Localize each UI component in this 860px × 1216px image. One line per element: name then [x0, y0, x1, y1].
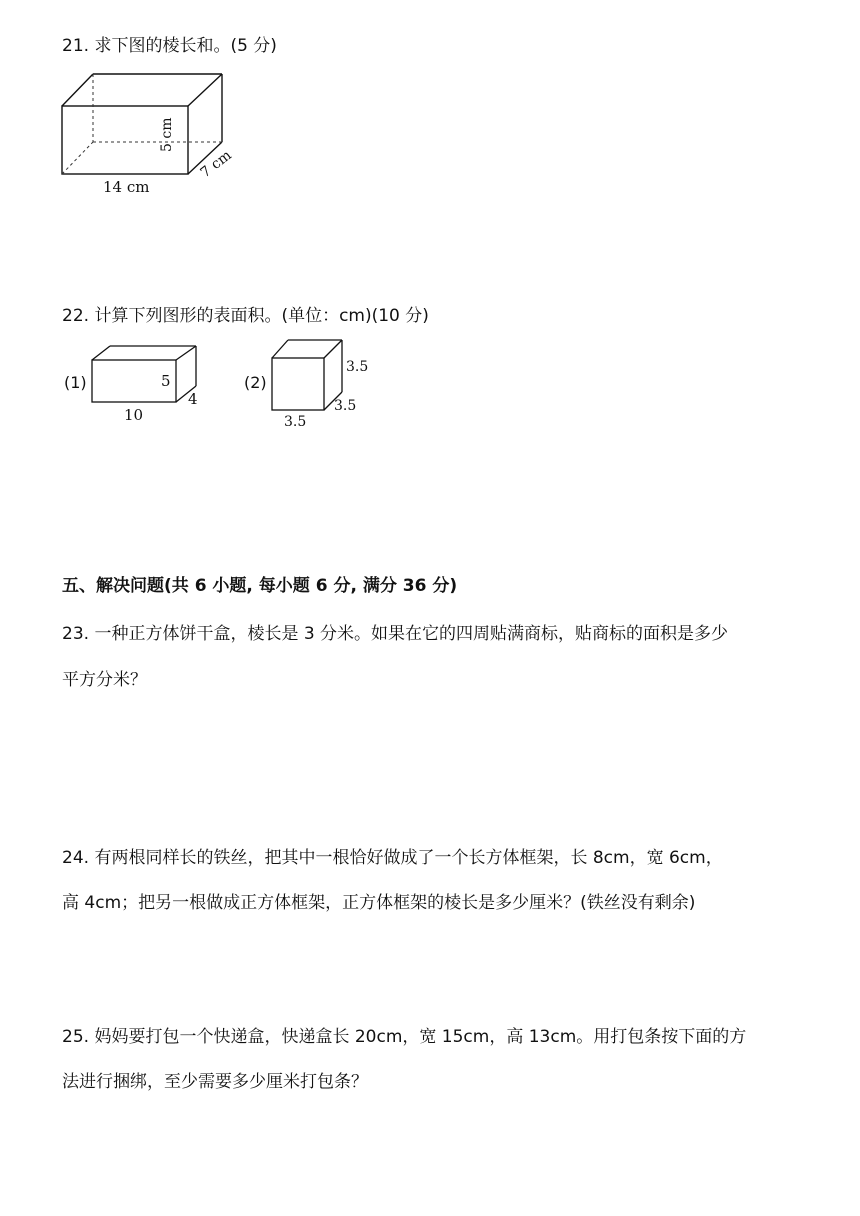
question-25-line-2: 法进行捆绑，至少需要多少厘米打包条？ [62, 1072, 368, 1092]
width-label: 4 [188, 390, 198, 408]
figure-2-label: (2) [244, 373, 267, 392]
question-21-text: 21. 求下图的棱长和。(5 分) [62, 36, 277, 56]
width-label: 7 cm [197, 147, 235, 182]
height-label: 5 [161, 372, 171, 390]
figure-1-label: (1) [64, 373, 87, 392]
length-label: 10 [124, 406, 144, 424]
question-23-line-2: 平方分米？ [62, 670, 147, 690]
question-22-text: 22. 计算下列图形的表面积。(单位：cm)(10 分) [62, 306, 429, 326]
question-25-line-1: 25. 妈妈要打包一个快递盒，快递盒长 20cm，宽 15cm，高 13cm。用打包条按下面的方 [62, 1027, 747, 1047]
cuboid-figure-22-1 [86, 342, 216, 428]
length-label: 14 cm [103, 178, 150, 196]
question-24-line-2: 高 4cm；把另一根做成正方体框架，正方体框架的棱长是多少厘米？(铁丝没有剩余) [62, 893, 696, 913]
question-23-line-1: 23. 一种正方体饼干盒，棱长是 3 分米。如果在它的四周贴满商标，贴商标的面积是多少 [62, 624, 729, 644]
edge-label-right: 3.5 [334, 398, 357, 414]
section-title: 五、解决问题(共 6 小题, 每小题 6 分, 满分 36 分) [62, 576, 458, 596]
height-label: 5 cm [159, 117, 175, 152]
question-24-line-1: 24. 有两根同样长的铁丝，把其中一根恰好做成了一个长方体框架，长 8cm，宽 6cm， [62, 848, 723, 868]
edge-label-bottom: 3.5 [284, 414, 307, 430]
cuboid-figure-21 [55, 68, 255, 198]
cube-figure-22-2 [266, 336, 376, 430]
edge-label-top: 3.5 [346, 359, 369, 375]
